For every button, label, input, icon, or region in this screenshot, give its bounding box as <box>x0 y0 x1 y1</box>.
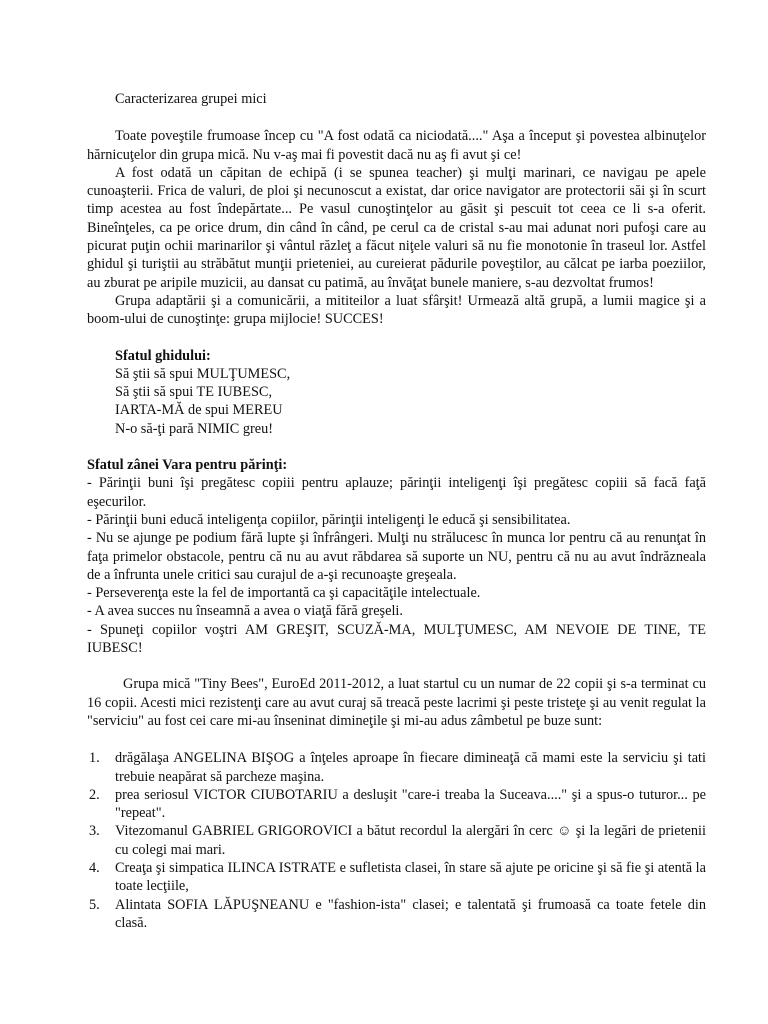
advice-item: - Nu se ajunge pe podium fără lupte şi înfrângeri. Mulţi nu strălucesc în munca lor pentru că au renunţat în faţa primelor obstacole, pentru că nu au avut răbdarea să suporte un NU, pentru că nu au avut îndrăzneala de a înfrunta unele critici sau curajul de a-şi recunoaşte greşeala. <box>87 530 706 583</box>
list-item <box>89 896 706 933</box>
document-title: Caracterizarea grupei mici <box>115 91 267 107</box>
advice-item: - A avea succes nu înseamnă a avea o viaţă fără greşeli. <box>87 603 403 620</box>
list-text: drăgălaşa ANGELINA BIŞOG a înţeles aproape în fiecare dimineaţă că mami este la serviciu şi tati trebuie neapărat să parcheze maşina. <box>115 750 706 785</box>
list-number: 3. <box>89 823 100 840</box>
advice-item: - Părinţii buni educă inteligenţa copiilor, părinţii inteligenţi le educă şi sensibilitatea. <box>87 511 571 528</box>
intro-paragraph-3: Grupa adaptării şi a comunicării, a mititeilor a luat sfârşit! Urmează altă grupă, a lumii magice şi a boom-ului de cunoştinţe: grupa mijlocie! SUCCES! <box>87 292 706 328</box>
list-text: Vitezomanul GABRIEL GRIGOROVICI a bătut recordul la alergări în cerc ☺ şi la legări de prietenii cu colegi mai mari. <box>115 823 706 858</box>
list-text: Creaţa şi simpatica ILINCA ISTRATE e sufletista clasei, în stare să ajute pe oricine şi să fie şi atentă la toate lecţiile, <box>115 859 706 895</box>
intro-paragraph-1: Toate poveştile frumoase încep cu "A fost odată ca niciodată...." Aşa a început şi povestea albinuţelor hărnicuţelor din grupa mică. Nu v-aş mai fi povestit dacă nu aş fi avut şi ce! <box>87 128 706 163</box>
poem-line: N-o să-ţi pară NIMIC greu! <box>115 420 274 437</box>
poem-line: Să ştii să spui TE IUBESC, <box>115 384 273 401</box>
sfat-ghid-heading: Sfatul ghidului: <box>115 347 211 364</box>
advice-item: - Perseverenţa este la fel de importantă ca şi capacităţile intelectuale. <box>87 585 481 602</box>
intro-section <box>87 127 706 328</box>
list-text: Alintata SOFIA LĂPUŞNEANU e "fashion-ista" clasei; e talentată şi frumoasă ca toate fetele din clasă. <box>115 896 706 931</box>
list-number: 4. <box>89 859 100 876</box>
poem-line: IARTA-MĂ de spui MEREU <box>115 402 283 419</box>
sfat-ghid-poem <box>115 365 706 438</box>
list-text: prea seriosul VICTOR CIUBOTARIU a desluşit "care-i treaba la Suceava...." şi a spus-o tuturor... pe "repeat". <box>115 786 706 822</box>
poem-line: Să ştii să spui MULŢUMESC, <box>115 365 291 382</box>
grupa-paragraph: Grupa mică "Tiny Bees", EuroEd 2011-2012, a luat startul cu un numar de 22 copii şi s-a terminat cu 16 copii. Acesti mici rezistenţi care au avut curaj să treacă peste lacrimi şi peste tristeţe şi au venit regulat la "serviciu" au fost cei care mi-au înseninat dimineţile şi mi-au adus zâmbetul pe buze sunt: <box>87 676 706 729</box>
list-number: 2. <box>89 786 100 803</box>
list-number: 1. <box>89 750 100 767</box>
list-number: 5. <box>89 896 100 913</box>
list-item <box>89 786 706 823</box>
intro-paragraph-2: A fost odată un căpitan de echipă (i se spunea teacher) şi mulţi marinari, ce navigau pe apele cunoaşterii. Frica de valuri, de ploi şi necunoscut a existat, dar orice navigator are protectorii săi şi în scurt timp acestea au fost îndepărtate... Pe vasul cunoştinţelor au găsit şi pescuit tot ceea ce li s-a oferit. Bineînţeles, ca pe orice drum, din când în când, pe cerul ca de cristal s-au mai adunat nori pufoşi care au picurat puţin ochii marinarilor şi vântul răzleţ a făcut niţele valuri să nu fie monotonie în traseul lor. Astfel ghidul şi turiştii au străbătut munţii prieteniei, au cureierat pădurile poveştilor, au călcat pe iarba poeziilor, au zburat pe aripile muzicii, au dansat cu patimă, au învăţat bunele maniere, s-au dezvoltat frumos! <box>87 164 706 291</box>
sfat-zana-heading: Sfatul zânei Vara pentru părinţi: <box>87 457 288 474</box>
advice-item: - Părinţii buni îşi pregătesc copiii pentru aplauze; părinţii inteligenţi îşi pregătesc copiii să facă faţă eşecurilor. <box>87 475 706 510</box>
list-item <box>89 749 706 786</box>
list-item <box>89 822 706 859</box>
advice-item: - Spuneţi copiilor voştri AM GREŞIT, SCUZĂ-MA, MULŢUMESC, AM NEVOIE DE TINE, TE IUBESC! <box>87 621 706 657</box>
kids-list <box>89 749 706 932</box>
sfat-zana-list <box>87 474 706 657</box>
list-item <box>89 859 706 896</box>
